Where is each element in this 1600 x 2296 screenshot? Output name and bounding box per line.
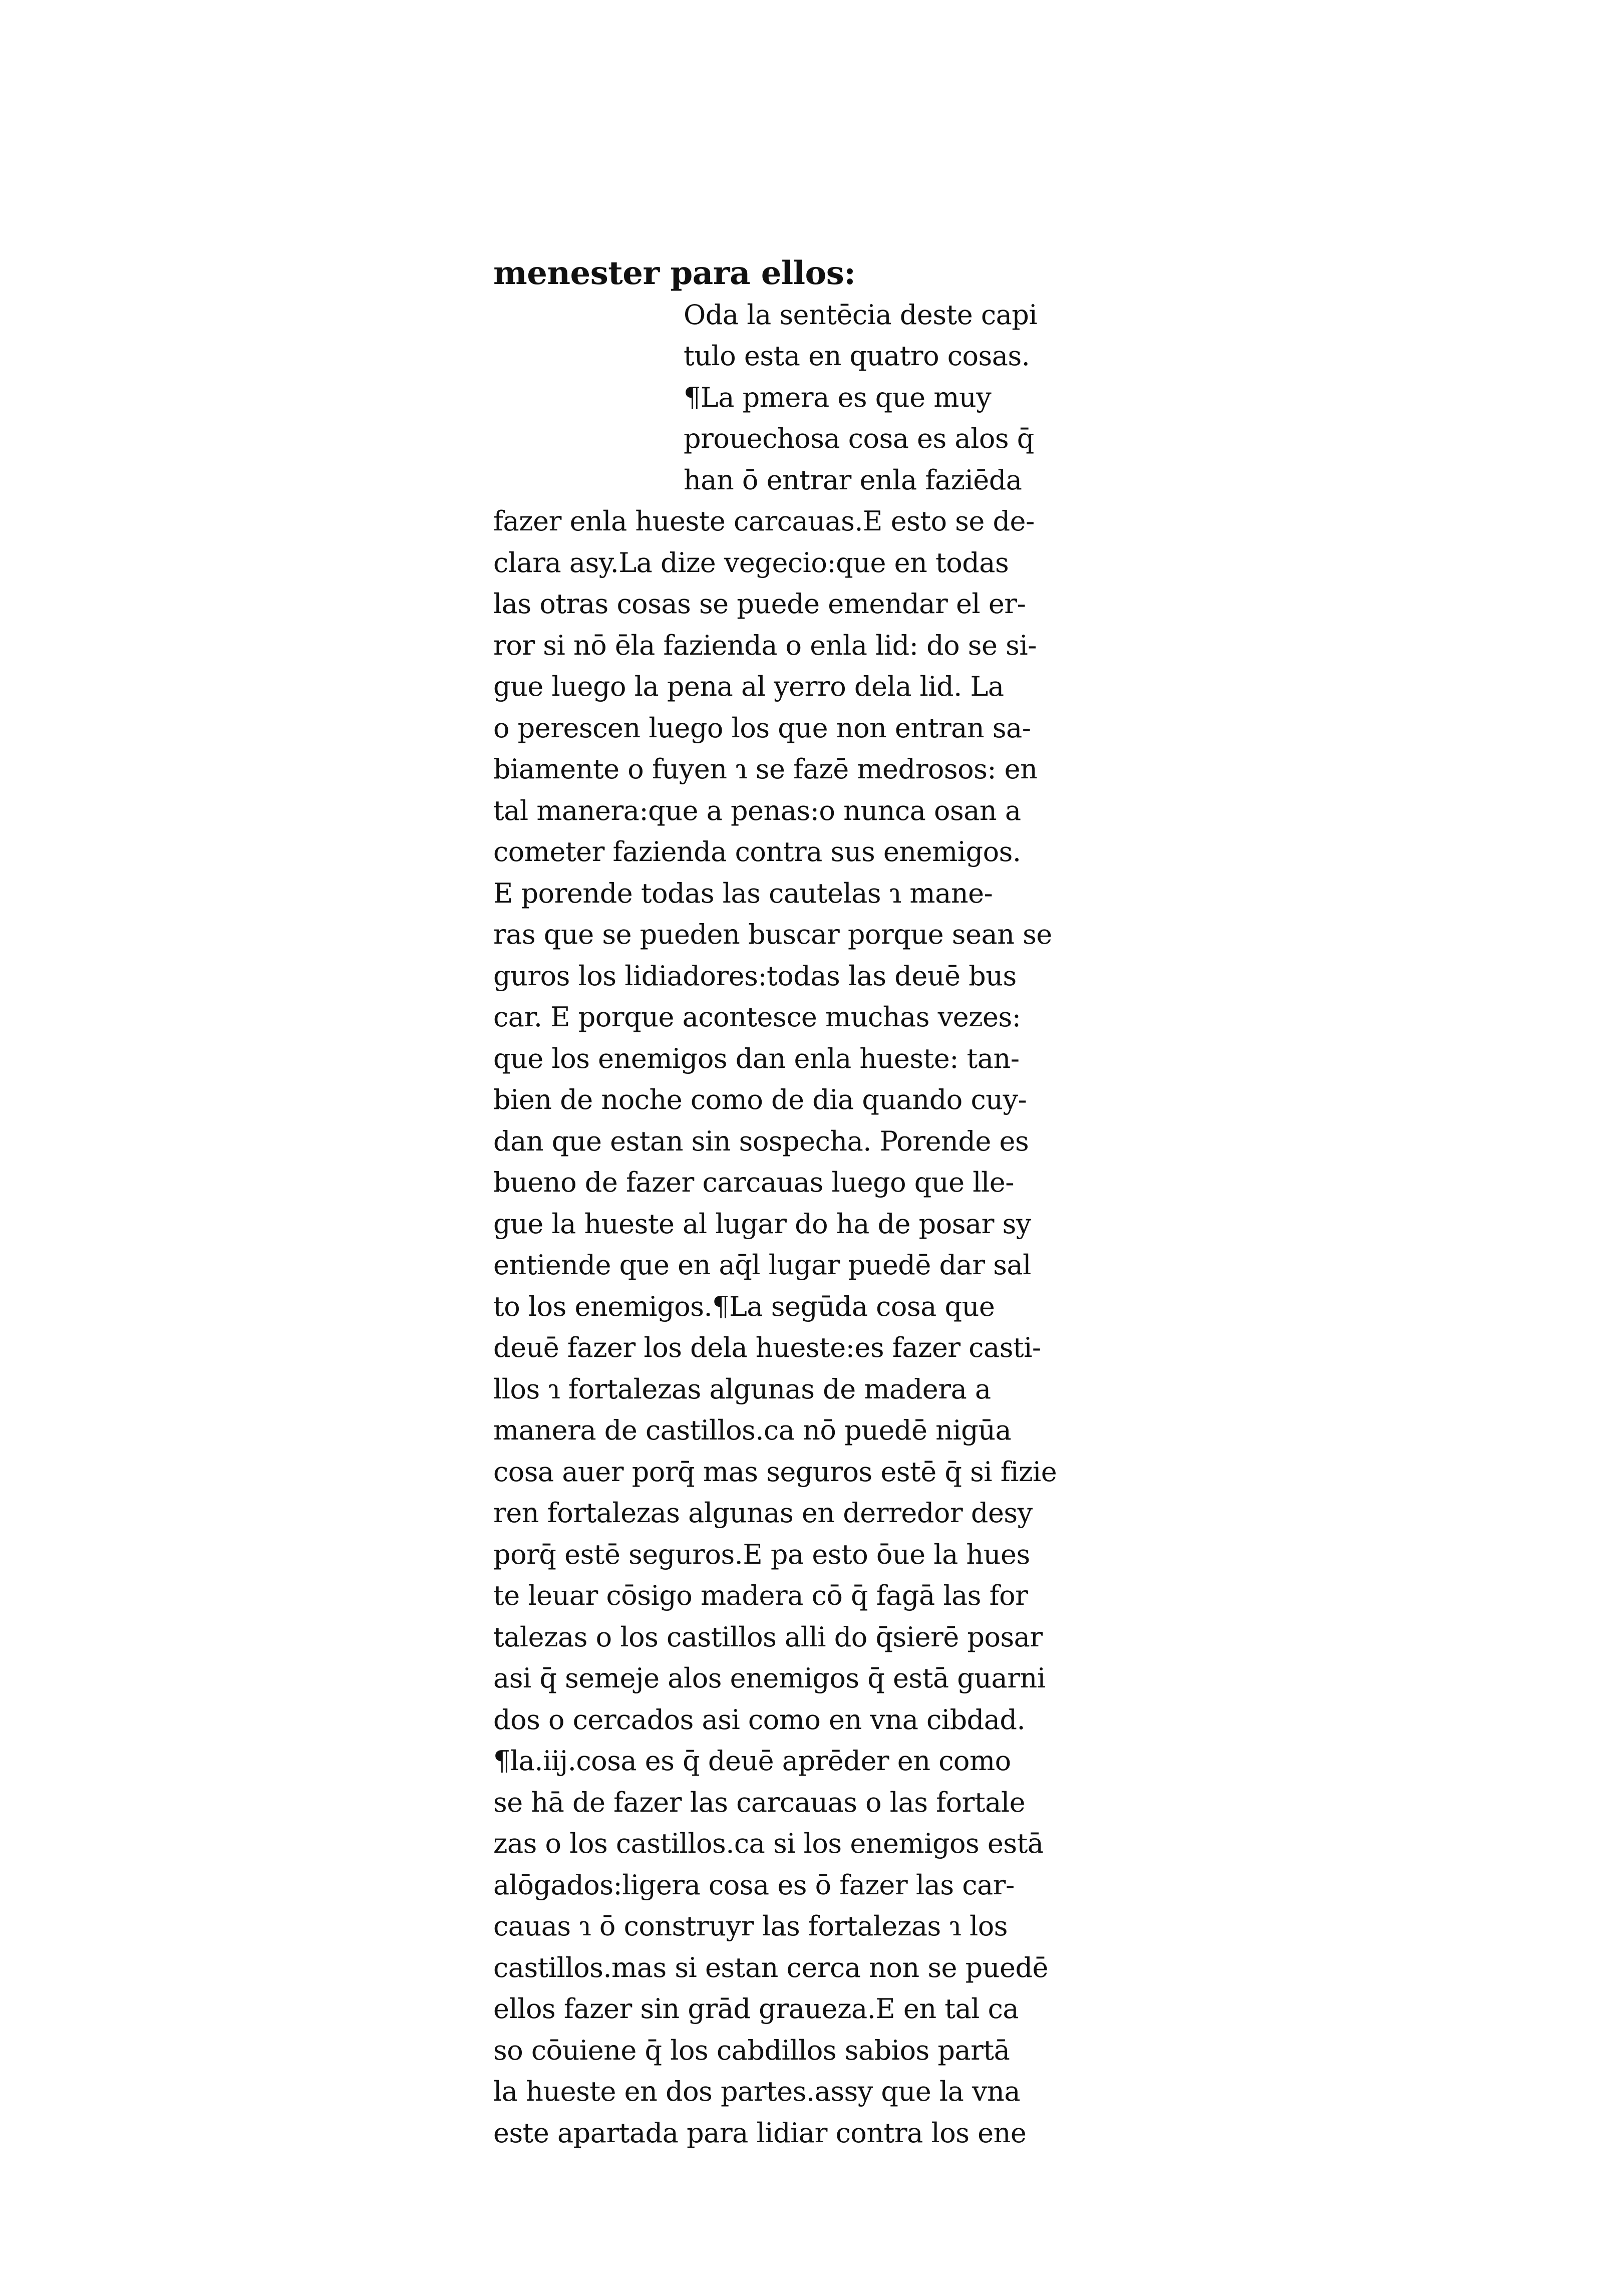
text-line: dos o cercados asi como en vna cibdad. bbox=[493, 1703, 1026, 1736]
text-line: clara asy.La dize vegecio:que en todas bbox=[493, 546, 1009, 579]
text-line: han ō entrar enla faziēda bbox=[684, 464, 1022, 496]
text-line: cometer fazienda contra sus enemigos. bbox=[493, 836, 1021, 868]
text-column bbox=[493, 253, 1114, 2154]
text-line: biamente o fuyen ɿ se fazē medrosos: en bbox=[493, 753, 1038, 785]
text-line: castillos.mas si estan cerca non se puedē bbox=[493, 1951, 1048, 1983]
text-line: zas o los castillos.ca si los enemigos estā bbox=[493, 1828, 1044, 1859]
text-line: gue la hueste al lugar do ha de posar sy bbox=[493, 1208, 1031, 1240]
text-line: gue luego la pena al yerro dela lid. La bbox=[493, 671, 1004, 702]
text-line: deuē fazer los dela hueste:es fazer casti- bbox=[493, 1332, 1041, 1363]
text-line: bueno de fazer carcauas luego que lle- bbox=[493, 1167, 1015, 1198]
text-line: te leuar cōsigo madera cō q̄ fagā las for bbox=[493, 1580, 1028, 1611]
text-line: llos ɿ fortalezas algunas de madera a bbox=[493, 1373, 991, 1405]
text-line: ¶la.iij.cosa es q̄ deuē aprēder en como bbox=[493, 1745, 1011, 1777]
text-line: las otras cosas se puede emendar el er- bbox=[493, 588, 1026, 620]
text-line: tulo esta en quatro cosas. bbox=[684, 340, 1030, 372]
text-line: so cōuiene q̄ los cabdillos sabios partā bbox=[493, 2034, 1010, 2066]
text-line: o perescen luego los que non entran sa- bbox=[493, 712, 1031, 744]
text-line: dan que estan sin sospecha. Porende es bbox=[493, 1125, 1029, 1157]
text-line: E porende todas las cautelas ɿ mane- bbox=[493, 877, 993, 909]
text-line: que los enemigos dan enla hueste: tan- bbox=[493, 1042, 1020, 1074]
text-line: porq̄ estē seguros.E pa esto ōue la hues bbox=[493, 1538, 1030, 1570]
heading-line: menester para ellos: bbox=[493, 254, 856, 292]
text-line: cauas ɿ ō construyr las fortalezas ɿ los bbox=[493, 1910, 1008, 1942]
text-line: alōgados:ligera cosa es ō fazer las car- bbox=[493, 1869, 1015, 1901]
text-line: talezas o los castillos alli do q̄sierē posar bbox=[493, 1621, 1043, 1653]
text-line: ¶La pmera es que muy bbox=[684, 381, 992, 413]
text-line: ellos fazer sin grād graueza.E en tal ca bbox=[493, 1993, 1019, 2025]
text-line: bien de noche como de dia quando cuy- bbox=[493, 1084, 1027, 1115]
text-line: se hā de fazer las carcauas o las fortale bbox=[493, 1786, 1026, 1818]
text-line: ras que se pueden buscar porque sean se bbox=[493, 919, 1052, 950]
text-line: manera de castillos.ca nō puedē nigūa bbox=[493, 1414, 1012, 1446]
text-line: entiende que en aq̄l lugar puedē dar sal bbox=[493, 1249, 1031, 1281]
text-line: asi q̄ semeje alos enemigos q̄ estā guarni bbox=[493, 1662, 1046, 1694]
text-line: Oda la sentēcia deste capi bbox=[684, 299, 1038, 331]
text-line: to los enemigos.¶La segūda cosa que bbox=[493, 1290, 995, 1322]
text-line: ror si nō ēla fazienda o enla lid: do se si- bbox=[493, 629, 1037, 661]
text-line: fazer enla hueste carcauas.E esto se de- bbox=[493, 505, 1035, 537]
text-line: cosa auer porq̄ mas seguros estē q̄ si fizie bbox=[493, 1456, 1057, 1488]
text-line: la hueste en dos partes.assy que la vna bbox=[493, 2076, 1021, 2107]
text-line: prouechosa cosa es alos q̄ bbox=[684, 423, 1034, 454]
text-line: guros los lidiadores:todas las deuē bus bbox=[493, 960, 1017, 992]
text-line: tal manera:que a penas:o nunca osan a bbox=[493, 794, 1021, 826]
text-line: car. E porque acontesce muchas vezes: bbox=[493, 1001, 1021, 1033]
text-line: este apartada para lidiar contra los ene bbox=[493, 2117, 1027, 2149]
text-line: ren fortalezas algunas en derredor desy bbox=[493, 1497, 1033, 1529]
